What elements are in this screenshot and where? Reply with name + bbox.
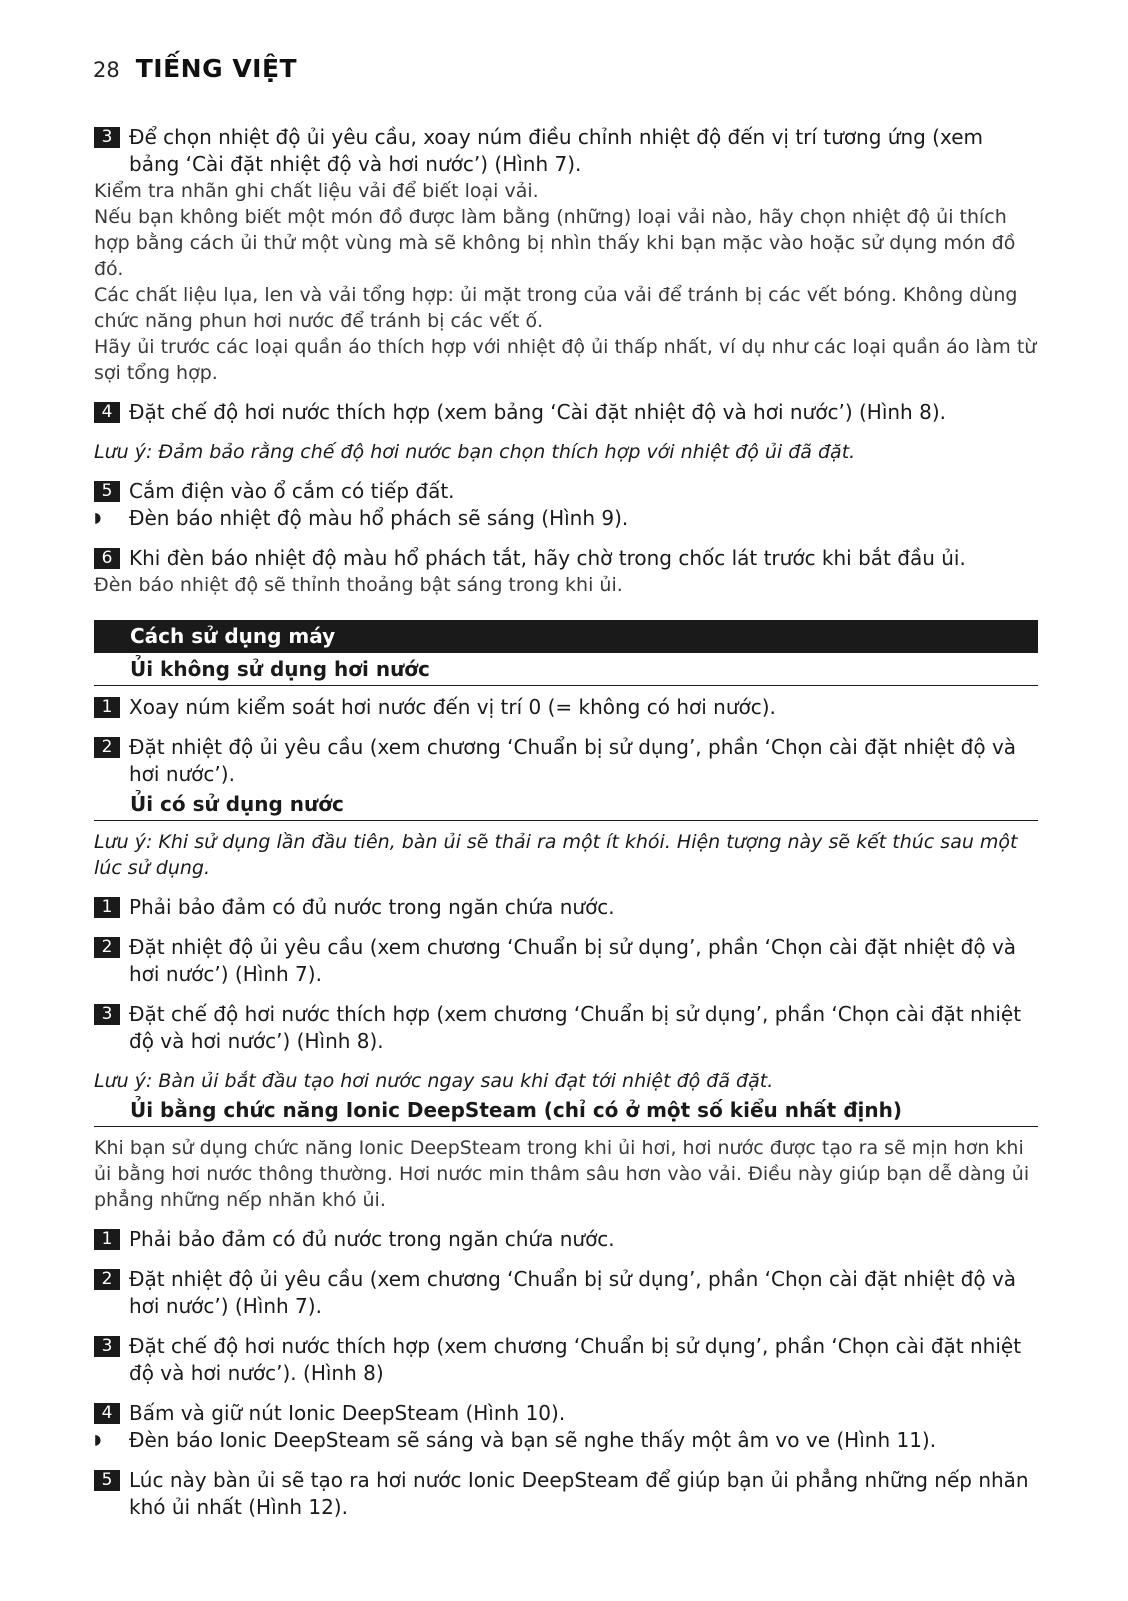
water-step-2 [94,934,1038,988]
step-number-badge: 4 [94,1403,120,1424]
subheading-no-steam: Ủi không sử dụng hơi nước [94,653,1038,686]
step-text: Để chọn nhiệt độ ủi yêu cầu, xoay núm điều chỉnh nhiệt độ đến vị trí tương ứng (xem bảng ‘Cài đặt nhiệt độ và hơi nước’) (Hình 7). [129,125,983,176]
step-text: Đặt chế độ hơi nước thích hợp (xem chương ‘Chuẩn bị sử dụng’, phần ‘Chọn cài đặt nhiệt độ và hơi nước’). (Hình 8) [129,1334,1022,1385]
ionic-step-3 [94,1333,1038,1387]
ionic-step-4-result [94,1427,1038,1454]
water-step-3 [94,1001,1038,1055]
step-number-badge: 2 [94,937,120,958]
step-number-badge: 3 [94,1336,120,1357]
step-text: Phải bảo đảm có đủ nước trong ngăn chứa nước. [129,1227,615,1251]
step-5-plug-in [94,478,1038,505]
step-text: Đặt nhiệt độ ủi yêu cầu (xem chương ‘Chuẩn bị sử dụng’, phần ‘Chọn cài đặt nhiệt độ và hơi nước’). [129,735,1017,786]
section-title-bar: Cách sử dụng máy [94,620,1038,653]
no-steam-step-2 [94,734,1038,788]
step-number-badge: 1 [94,697,120,718]
no-steam-step-1 [94,694,1038,721]
step-number-badge: 2 [94,1269,120,1290]
step-text: Đặt nhiệt độ ủi yêu cầu (xem chương ‘Chuẩn bị sử dụng’, phần ‘Chọn cài đặt nhiệt độ và hơi nước’) (Hình 7). [129,1267,1017,1318]
subheading-with-water: Ủi có sử dụng nước [94,788,1038,821]
detail-line: Hãy ủi trước các loại quần áo thích hợp với nhiệt độ ủi thấp nhất, ví dụ như các loại quần áo làm từ sợi tổng hợp. [94,336,1037,384]
step-5-result [94,505,1038,532]
step-number-badge: 1 [94,1229,120,1250]
detail-line: Kiểm tra nhãn ghi chất liệu vải để biết loại vải. [94,180,539,202]
step-text: Đặt chế độ hơi nước thích hợp (xem chương ‘Chuẩn bị sử dụng’, phần ‘Chọn cài đặt nhiệt độ và hơi nước’) (Hình 8). [129,1002,1022,1053]
water-step-1 [94,894,1038,921]
step-text: Cắm điện vào ổ cắm có tiếp đất. [129,479,455,503]
step-text: Đặt chế độ hơi nước thích hợp (xem bảng ‘Cài đặt nhiệt độ và hơi nước’) (Hình 8). [129,400,946,424]
step-number-badge: 1 [94,897,120,918]
note-first-use: Lưu ý: Khi sử dụng lần đầu tiên, bàn ủi sẽ thải ra một ít khói. Hiện tượng này sẽ kết thúc sau một lúc sử dụng. [94,831,1018,879]
step-3-details [94,178,1038,386]
step-number-badge: 6 [94,548,120,569]
step-number-badge: 5 [94,481,120,502]
step-6-wait [94,545,1038,572]
result-text: Đèn báo nhiệt độ màu hổ phách sẽ sáng (Hình 9). [129,506,629,530]
step-number-badge: 2 [94,737,120,758]
step-number-badge: 3 [94,127,120,148]
page-number: 28 [93,58,120,82]
detail-line: Nếu bạn không biết một món đồ được làm bằng (những) loại vải nào, hãy chọn nhiệt độ ủi thích hợp bằng cách ủi thử một vùng mà sẽ không bị nhìn thấy khi bạn mặc vào hoặc sử dụng món đồ đó. [94,206,1016,280]
step-3-temperature [94,124,1038,178]
ionic-step-5 [94,1467,1038,1521]
ionic-step-1 [94,1226,1038,1253]
language-title: TIẾNG VIỆT [135,54,298,83]
step-text: Khi đèn báo nhiệt độ màu hổ phách tắt, hãy chờ trong chốc lát trước khi bắt đầu ủi. [129,546,966,570]
ionic-step-2 [94,1266,1038,1320]
ionic-step-4 [94,1400,1038,1427]
step-text: Lúc này bàn ủi sẽ tạo ra hơi nước Ionic DeepSteam để giúp bạn ủi phẳng những nếp nhăn khó ủi nhất (Hình 12). [129,1468,1029,1519]
result-text: Đèn báo Ionic DeepSteam sẽ sáng và bạn sẽ nghe thấy một âm vo ve (Hình 11). [129,1428,937,1452]
result-arrow-icon: ◗ [94,510,102,526]
result-arrow-icon: ◗ [94,1432,102,1448]
step-6-detail: Đèn báo nhiệt độ sẽ thỉnh thoảng bật sáng trong khi ủi. [94,574,623,596]
detail-line: Các chất liệu lụa, len và vải tổng hợp: ủi mặt trong của vải để tránh bị các vết bóng. Không dùng chức năng phun hơi nước để tránh bị các vết ố. [94,284,1018,332]
page-header [93,54,297,83]
step-text: Phải bảo đảm có đủ nước trong ngăn chứa nước. [129,895,615,919]
step-text: Bấm và giữ nút Ionic DeepSteam (Hình 10). [129,1401,566,1425]
step-number-badge: 4 [94,402,120,423]
page-content [94,124,1038,1521]
ionic-intro: Khi bạn sử dụng chức năng Ionic DeepSteam trong khi ủi hơi, hơi nước được tạo ra sẽ mịn hơn khi ủi bằng hơi nước thông thường. Hơi nước min thâm sâu hơn vào vải. Điều này giúp bạn dễ dàng ủi phẳng những nếp nhăn khó ủi. [94,1137,1030,1211]
step-number-badge: 5 [94,1470,120,1491]
step-number-badge: 3 [94,1004,120,1025]
step-text: Xoay núm kiểm soát hơi nước đến vị trí 0 (= không có hơi nước). [129,695,776,719]
step-4-steam [94,399,1038,426]
note-steam-match: Lưu ý: Đảm bảo rằng chế độ hơi nước bạn chọn thích hợp với nhiệt độ ủi đã đặt. [94,441,856,463]
note-steam-start: Lưu ý: Bàn ủi bắt đầu tạo hơi nước ngay sau khi đạt tới nhiệt độ đã đặt. [94,1070,774,1092]
subheading-ionic-deepsteam: Ủi bằng chức năng Ionic DeepSteam (chỉ có ở một số kiểu nhất định) [94,1094,1038,1127]
step-text: Đặt nhiệt độ ủi yêu cầu (xem chương ‘Chuẩn bị sử dụng’, phần ‘Chọn cài đặt nhiệt độ và hơi nước’) (Hình 7). [129,935,1017,986]
